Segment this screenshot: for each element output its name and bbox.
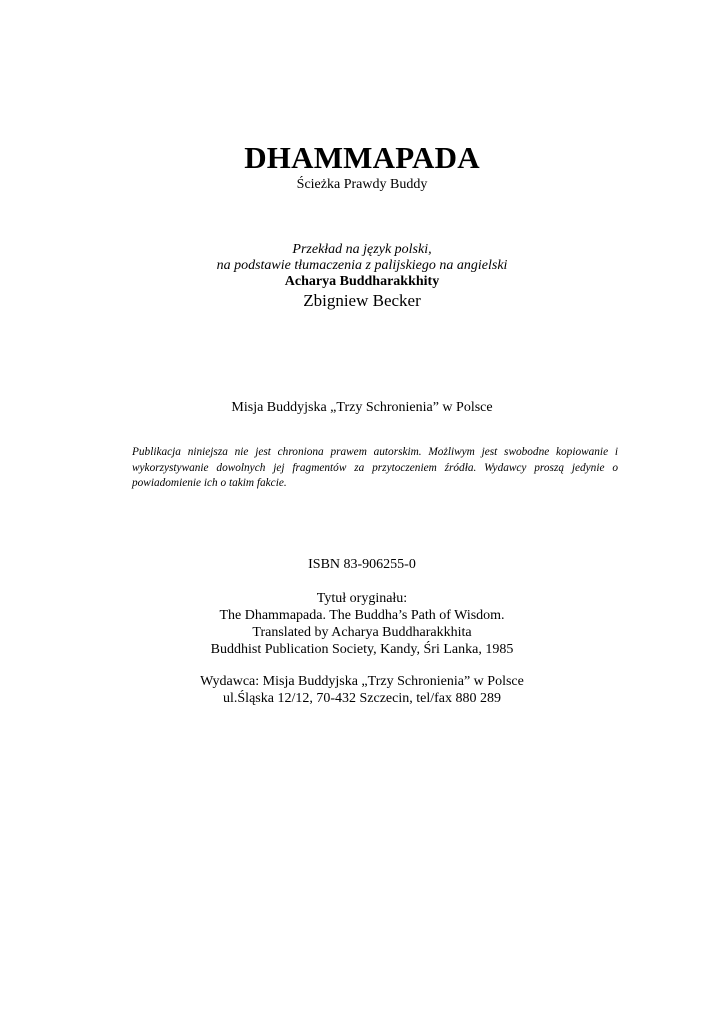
original-publication: Buddhist Publication Society, Kandy, Śri Lanka, 1985 [210, 642, 514, 657]
original-title-info [0, 590, 724, 658]
document-title: DHAMMAPADA [244, 140, 480, 175]
original-title-label: Tytuł oryginału: [316, 591, 408, 606]
publisher-info [0, 673, 724, 707]
translation-line-2: na podstawie tłumaczenia z palijskiego na angielski [216, 258, 508, 273]
document-subtitle: Ścieżka Prawdy Buddy [296, 177, 428, 192]
copyright-notice: Publikacja niniejsza nie jest chroniona prawem autorskim. Możliwym jest swobodne kopiowanie i wykorzystywanie dowolnych jej fragmentów za przytoczeniem źródła. Wydawcy proszą jedynie o powiadomienie ich o takim fakcie. [132, 446, 618, 489]
translator-name: Zbigniew Becker [303, 291, 421, 310]
translation-line-1: Przekład na język polski, [292, 242, 432, 257]
publisher-name: Wydawca: Misja Buddyjska „Trzy Schronienia” w Polsce [200, 674, 524, 689]
original-title: The Dhammapada. The Buddha’s Path of Wisdom. [219, 608, 505, 623]
original-translator: Translated by Acharya Buddharakkhita [252, 625, 472, 640]
isbn: ISBN 83-906255-0 [308, 557, 416, 572]
mission-name: Misja Buddyjska „Trzy Schronienia” w Polsce [231, 400, 493, 415]
translation-credits [0, 242, 724, 311]
translation-source-author: Acharya Buddharakkhity [284, 274, 440, 289]
publisher-address: ul.Śląska 12/12, 70-432 Szczecin, tel/fax 880 289 [223, 691, 501, 706]
